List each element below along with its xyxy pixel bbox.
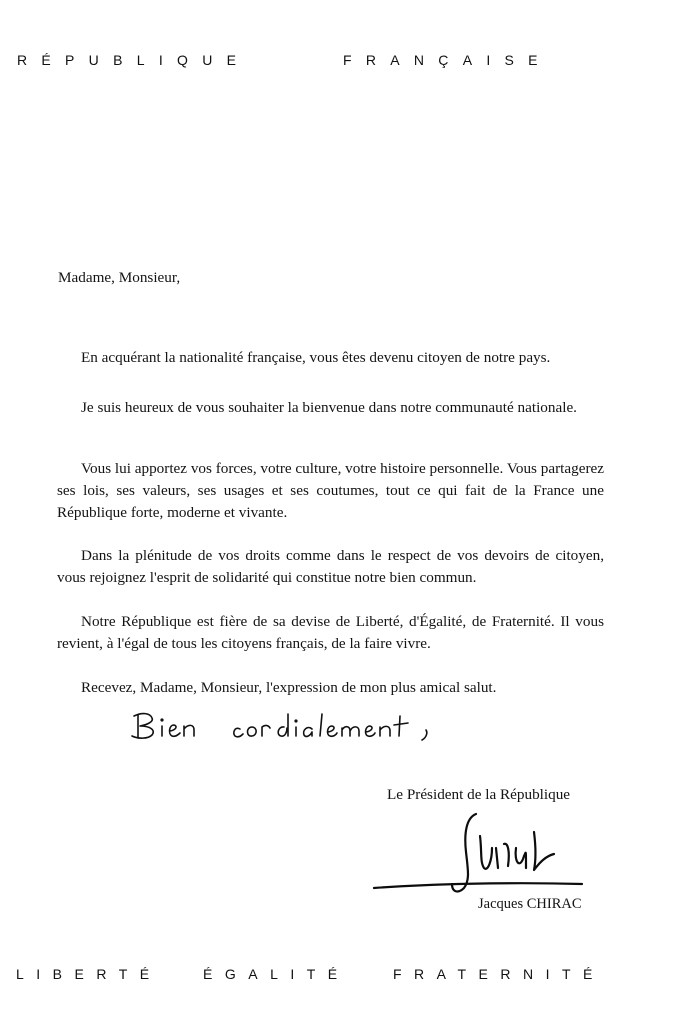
motto-fraternite: FRATERNITÉ [393,966,605,982]
letter-paragraph: Recevez, Madame, Monsieur, l'expression de mon plus amical salut. [81,679,497,696]
signatory-title: Le Président de la République [387,786,571,803]
letterhead-republique: RÉPUBLIQUE [17,52,251,68]
letter-paragraph: Je suis heureux de vous souhaiter la bienvenue dans notre communauté nationale. [81,399,577,416]
signatory-name: Jacques CHIRAC [478,896,582,912]
letter-paragraph: Notre République est fière de sa devise de Liberté, d'Égalité, de Fraternité. Il vous revient, à l'égal de tous les citoyens français, de la faire vivre. [57,613,604,652]
motto-egalite: ÉGALITÉ [203,966,350,982]
letter-greeting: Madame, Monsieur, [58,269,181,286]
signature [368,808,588,908]
letter-paragraph: En acquérant la nationalité française, vous êtes devenu citoyen de notre pays. [81,349,551,366]
handwritten-closing [128,702,468,752]
motto-liberte: LIBERTÉ [16,966,162,982]
letter-paragraph: Dans la plénitude de vos droits comme dans le respect de vos devoirs de citoyen, vous rejoignez l'esprit de solidarité qui constitue notre bien commun. [57,547,604,586]
letterhead-francaise: FRANÇAISE [343,52,552,68]
letter-paragraph: Vous lui apportez vos forces, votre culture, votre histoire personnelle. Vous partagerez ses lois, ses valeurs, ses usages et ses coutumes, tout ce qui fait de la France une République forte, moderne et vivante. [57,460,604,521]
